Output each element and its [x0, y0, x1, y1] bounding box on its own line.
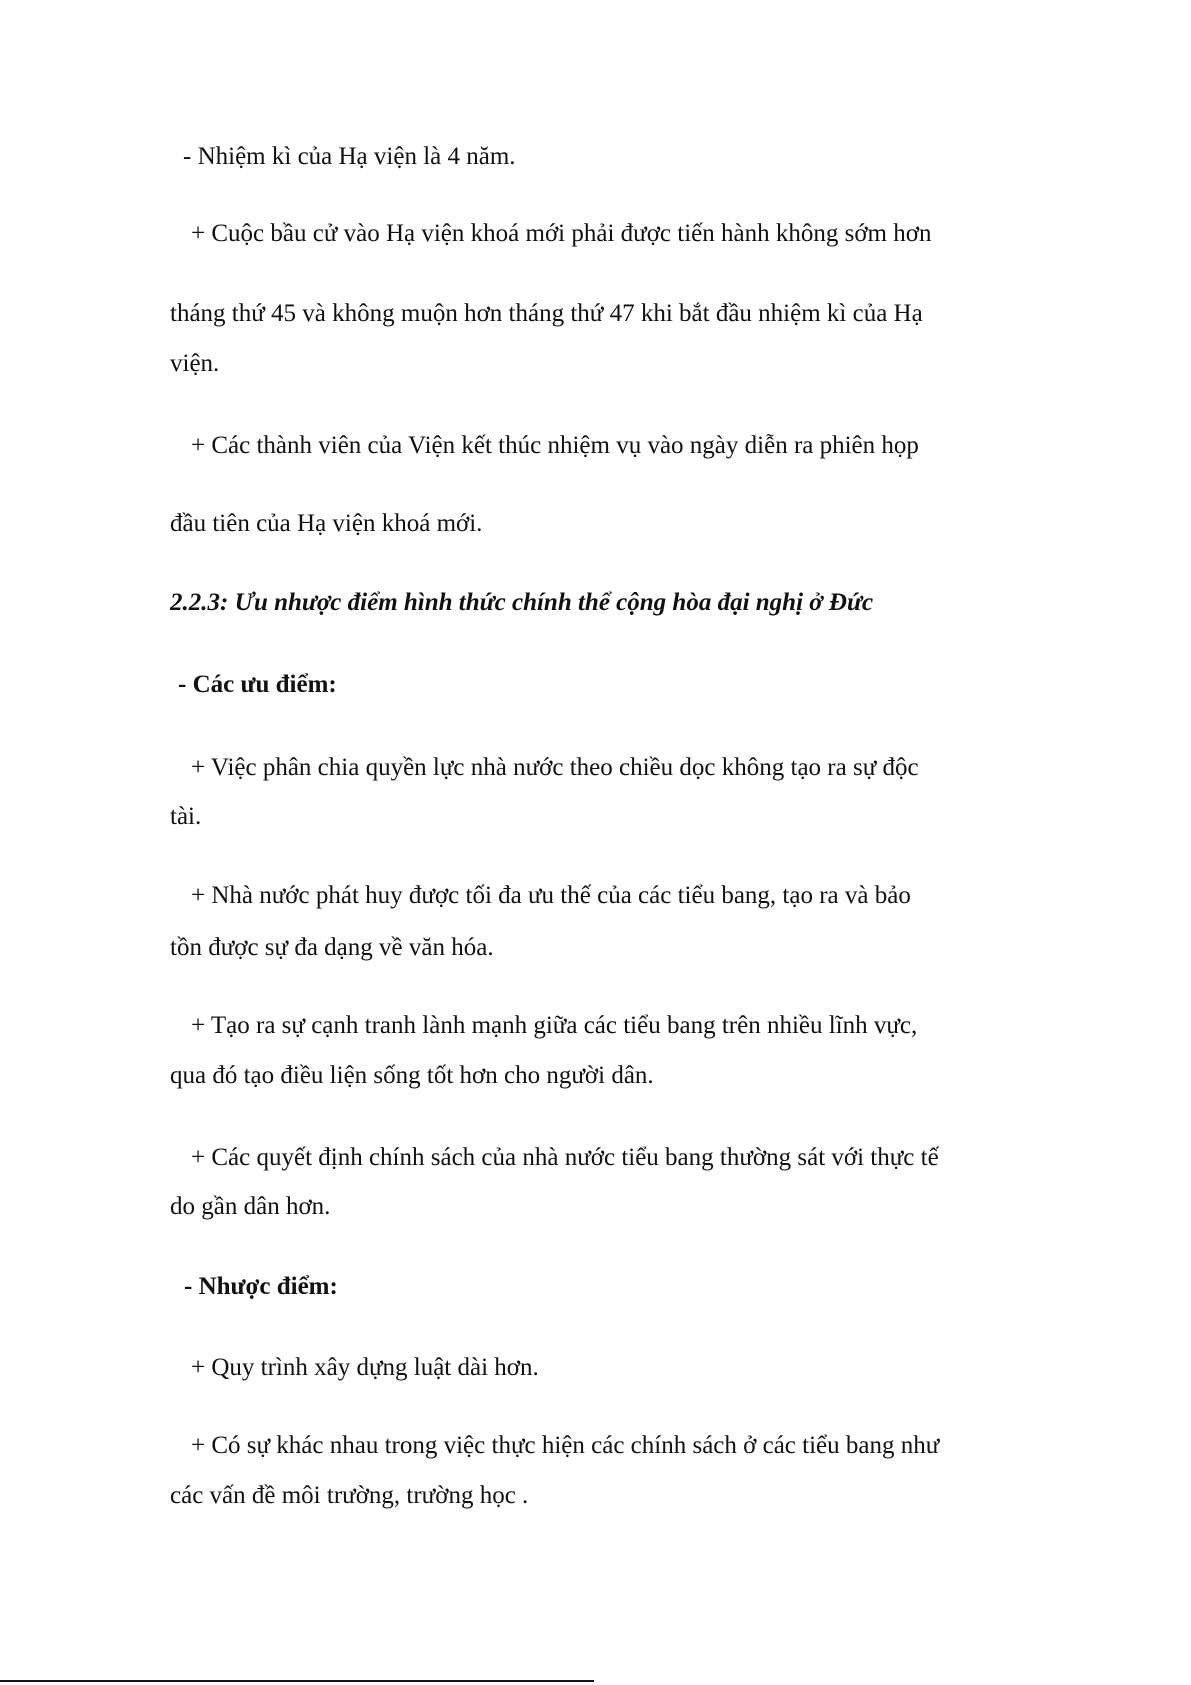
- advantage-3-line-1: + Tạo ra sự cạnh tranh lành mạnh giữa các tiểu bang trên nhiều lĩnh vực,: [191, 1012, 918, 1039]
- advantage-1-line-1: + Việc phân chia quyền lực nhà nước theo chiều dọc không tạo ra sự độc: [191, 754, 919, 781]
- footer-rule: [0, 1680, 594, 1682]
- advantage-2-line-1: + Nhà nước phát huy được tối đa ưu thế của các tiểu bang, tạo ra và bảo: [191, 882, 911, 909]
- term-line: - Nhiệm kì của Hạ viện là 4 năm.: [183, 143, 516, 170]
- election-line-2: tháng thứ 45 và không muộn hơn tháng thứ 47 khi bắt đầu nhiệm kì của Hạ: [170, 300, 923, 327]
- members-line-1: + Các thành viên của Viện kết thúc nhiệm vụ vào ngày diễn ra phiên họp: [191, 432, 919, 459]
- advantage-3-line-2: qua đó tạo điều liện sống tốt hơn cho người dân.: [170, 1062, 654, 1089]
- disadvantage-1-line: + Quy trình xây dựng luật dài hơn.: [191, 1354, 539, 1381]
- advantage-1-line-2: tài.: [170, 803, 202, 830]
- disadvantage-2-line-2: các vấn đề môi trường, trường học .: [170, 1482, 529, 1509]
- election-line-3: viện.: [170, 350, 220, 377]
- disadvantages-heading: - Nhược điểm:: [184, 1273, 338, 1300]
- members-line-2: đầu tiên của Hạ viện khoá mới.: [170, 510, 483, 537]
- advantage-4-line-1: + Các quyết định chính sách của nhà nước tiểu bang thường sát với thực tế: [191, 1144, 939, 1171]
- advantage-4-line-2: do gần dân hơn.: [170, 1193, 331, 1220]
- election-line-1: + Cuộc bầu cử vào Hạ viện khoá mới phải được tiến hành không sớm hơn: [191, 220, 932, 247]
- advantages-heading: - Các ưu điểm:: [178, 671, 337, 698]
- advantage-2-line-2: tồn được sự đa dạng về văn hóa.: [170, 934, 494, 961]
- section-heading: 2.2.3: Ưu nhược điểm hình thức chính thể cộng hòa đại nghị ở Đức: [170, 589, 874, 616]
- disadvantage-2-line-1: + Có sự khác nhau trong việc thực hiện các chính sách ở các tiểu bang như: [191, 1432, 940, 1459]
